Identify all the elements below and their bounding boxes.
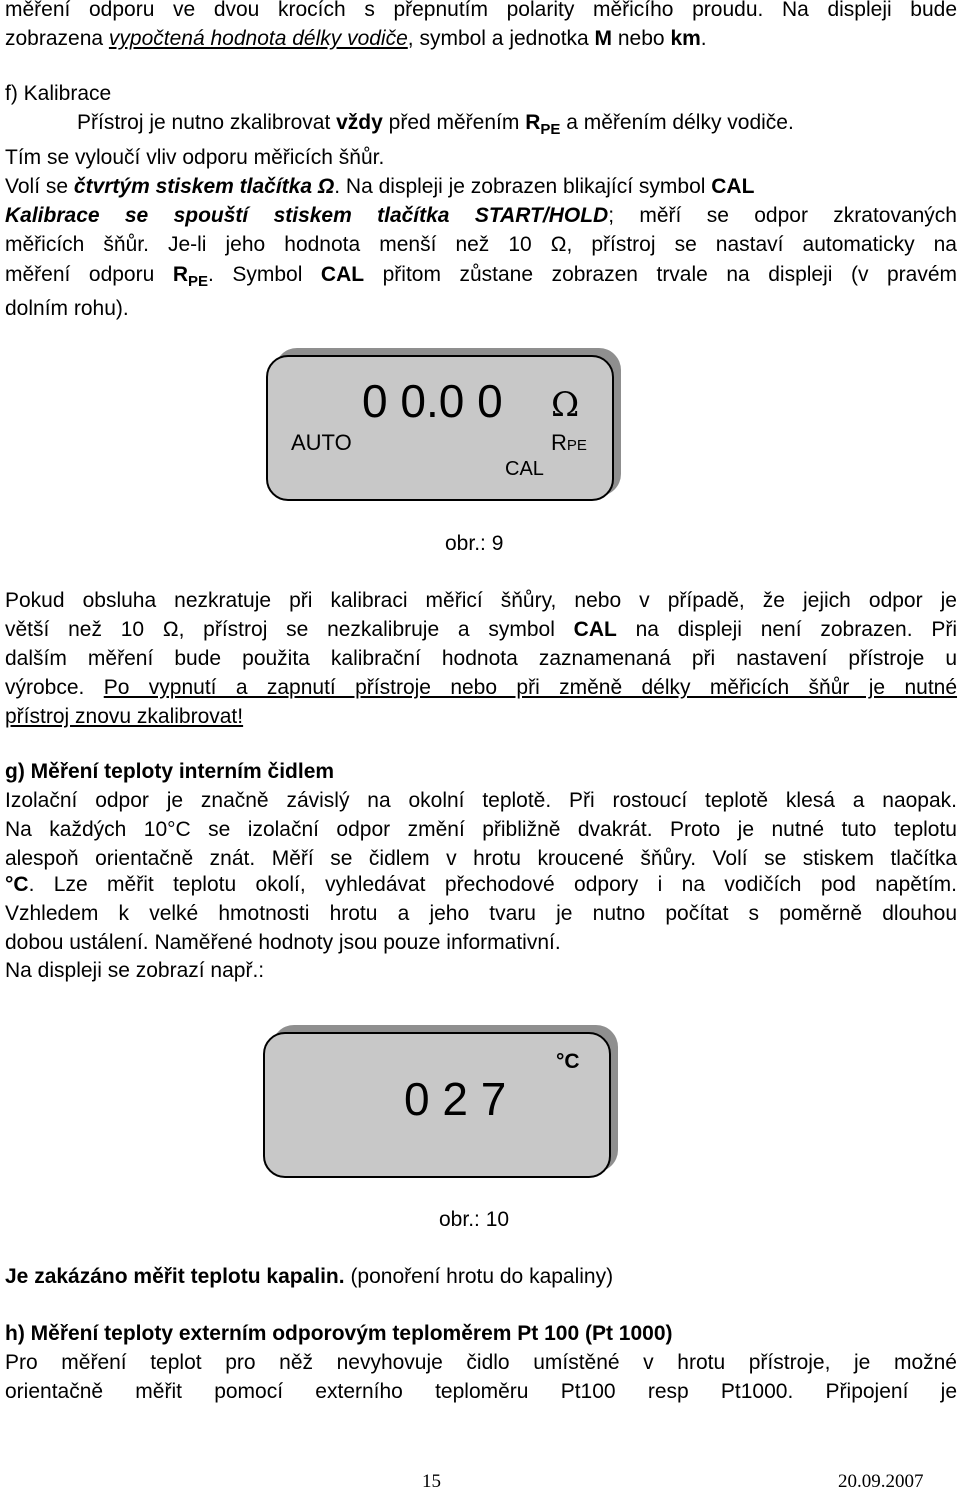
display-value: 0 2 7 xyxy=(404,1073,507,1125)
text-line: měření odporu $R_{PE}$. Symbol CAL přitom zůstane zobrazen trvale na displeji (v pravém xyxy=(5,263,958,290)
text-line: °C. Lze měřit teplotu okolí, vyhledávat přechodové odpory i na vodičích pod napětím. xyxy=(5,873,957,896)
text-line: Tím se vyloučí vliv odporu měřicích šňůr. xyxy=(5,146,385,169)
warning-line: Je zakázáno měřit teplotu kapalin. (ponoření hrotu do kapaliny) xyxy=(5,1265,614,1288)
section-heading: f) Kalibrace xyxy=(5,82,112,105)
ohm-unit-icon: Ω xyxy=(551,385,580,425)
text-line: Volí se čtvrtým stiskem tlačítka Ω. Na displeji je zobrazen blikající symbol CAL xyxy=(5,175,755,198)
function-indicator: RPE xyxy=(551,430,587,455)
text-line: Na displeji se zobrazí např.: xyxy=(5,959,265,982)
text-line: orientačně měřit pomocí externího teploměru Pt100 resp Pt1000. Připojení je xyxy=(5,1380,957,1403)
text-line: Vzhledem k velké hmotnosti hrotu a jeho tvaru je nutno počítat s poměrně dlouhou xyxy=(5,902,957,925)
text-line: zobrazena vypočtená hodnota délky vodiče, symbol a jednotka M nebo km. xyxy=(5,27,707,50)
text-line: Na každých 10°C se izolační odpor změní přibližně dvakrát. Proto je nutné tuto teplotu xyxy=(5,818,957,841)
figure-caption: obr.: 9 xyxy=(445,532,504,555)
display-value: 0 0.0 0 xyxy=(362,375,503,427)
cal-indicator: CAL xyxy=(505,458,544,480)
text-line: větší než 10 Ω, přístroj se nezkalibruje a symbol CAL na displeji není zobrazen. Při xyxy=(5,618,957,641)
text-line: alespoň orientačně znát. Měří se čidlem v hrotu kroucené šňůry. Volí se stiskem tlačítka xyxy=(5,847,957,870)
section-heading: h) Měření teploty externím odporovým teploměrem Pt 100 (Pt 1000) xyxy=(5,1322,673,1345)
text-line: měření odporu ve dvou krocích s přepnutím polarity měřicího proudu. Na displeji bude xyxy=(5,0,957,21)
footer-date: 20.09.2007 xyxy=(838,1471,924,1492)
text-line: přístroj znovu zkalibrovat! xyxy=(5,705,244,728)
underlined-phrase: vypočtená hodnota délky vodiče xyxy=(108,27,408,50)
page-number: 15 xyxy=(422,1471,441,1492)
celsius-unit-icon: °C xyxy=(556,1050,580,1073)
text-line: Pokud obsluha nezkratuje při kalibraci měřicí šňůry, nebo v případě, že jejich odpor je xyxy=(5,589,957,612)
text-line: Přístroj je nutno zkalibrovat vždy před měřením $R_{PE}$ a měřením délky vodiče. xyxy=(77,111,794,138)
text-line: Kalibrace se spouští stiskem tlačítka START/HOLD; měří se odpor zkratovaných xyxy=(5,204,957,227)
section-heading: g) Měření teploty interním čidlem xyxy=(5,760,335,783)
text-line: Izolační odpor je značně závislý na okolní teplotě. Při rostoucí teplotě klesá a naopak. xyxy=(5,789,957,812)
text-line: dolním rohu). xyxy=(5,297,129,320)
text-line: dalším měření bude použita kalibrační hodnota zaznamenaná při nastavení přístroje u xyxy=(5,647,957,670)
text-line: měřicích šňůr. Je-li jeho hodnota menší než 10 Ω, přístroj se nastaví automaticky na xyxy=(5,233,957,256)
figure-caption: obr.: 10 xyxy=(439,1208,510,1231)
text-line: Pro měření teplot pro něž nevyhovuje čidlo umístěné v hrotu přístroje, je možné xyxy=(5,1351,957,1374)
auto-indicator: AUTO xyxy=(291,430,352,455)
text-line: výrobce. Po vypnutí a zapnutí přístroje nebo při změně délky měřicích šňůr je nutné xyxy=(5,676,958,699)
text-line: dobou ustálení. Naměřené hodnoty jsou pouze informativní. xyxy=(5,931,561,954)
